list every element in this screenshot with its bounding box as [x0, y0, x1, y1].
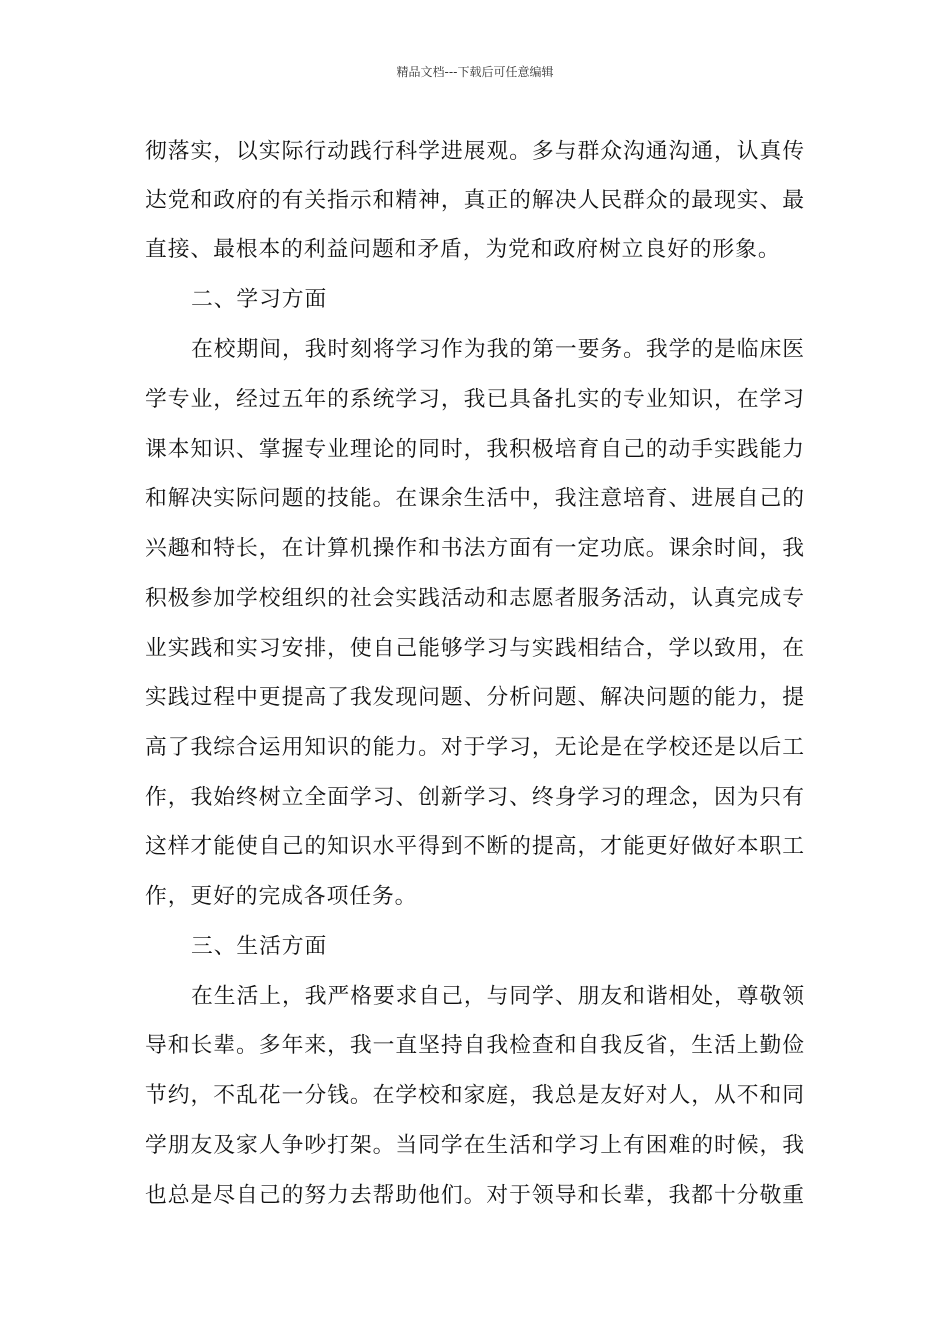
body-line: 兴趣和特长，在计算机操作和书法方面有一定功底。课余时间，我: [145, 536, 805, 561]
body-line: 学朋友及家人争吵打架。当同学在生活和学习上有困难的时候，我: [145, 1133, 805, 1158]
body-line: 节约，不乱花一分钱。在学校和家庭，我总是友好对人，从不和同: [145, 1083, 805, 1108]
section-heading-study: 二、学习方面: [191, 287, 328, 312]
body-line: 直接、最根本的利益问题和矛盾，为党和政府树立良好的形象。: [145, 237, 781, 262]
section-heading-life: 三、生活方面: [191, 934, 328, 959]
body-line: 高了我综合运用知识的能力。对于学习，无论是在学校还是以后工: [145, 735, 805, 760]
body-line: 课本知识、掌握专业理论的同时，我积极培育自己的动手实践能力: [145, 437, 805, 462]
paragraph-first-line: 在生活上，我严格要求自己，与同学、朋友和谐相处，尊敬领: [191, 984, 805, 1009]
body-line: 作，更好的完成各项任务。: [145, 884, 418, 909]
body-line: 和解决实际问题的技能。在课余生活中，我注意培育、进展自己的: [145, 486, 805, 511]
page-header: 精品文档---下载后可任意编辑: [396, 65, 554, 79]
body-line: 导和长辈。多年来，我一直坚持自我检查和自我反省，生活上勤俭: [145, 1033, 805, 1058]
body-line: 学专业，经过五年的系统学习，我已具备扎实的专业知识，在学习: [145, 387, 805, 412]
body-line: 作，我始终树立全面学习、创新学习、终身学习的理念，因为只有: [145, 785, 805, 810]
paragraph-first-line: 在校期间，我时刻将学习作为我的第一要务。我学的是临床医: [191, 337, 805, 362]
body-line: 业实践和实习安排，使自己能够学习与实践相结合，学以致用，在: [145, 636, 805, 661]
body-line: 积极参加学校组织的社会实践活动和志愿者服务活动，认真完成专: [145, 586, 805, 611]
body-line: 这样才能使自己的知识水平得到不断的提高，才能更好做好本职工: [145, 834, 805, 859]
body-line: 也总是尽自己的努力去帮助他们。对于领导和长辈，我都十分敬重: [145, 1183, 805, 1208]
body-line: 达党和政府的有关指示和精神，真正的解决人民群众的最现实、最: [145, 188, 805, 213]
body-line: 实践过程中更提高了我发现问题、分析问题、解决问题的能力，提: [145, 685, 805, 710]
body-line: 彻落实，以实际行动践行科学进展观。多与群众沟通沟通，认真传: [145, 139, 805, 164]
